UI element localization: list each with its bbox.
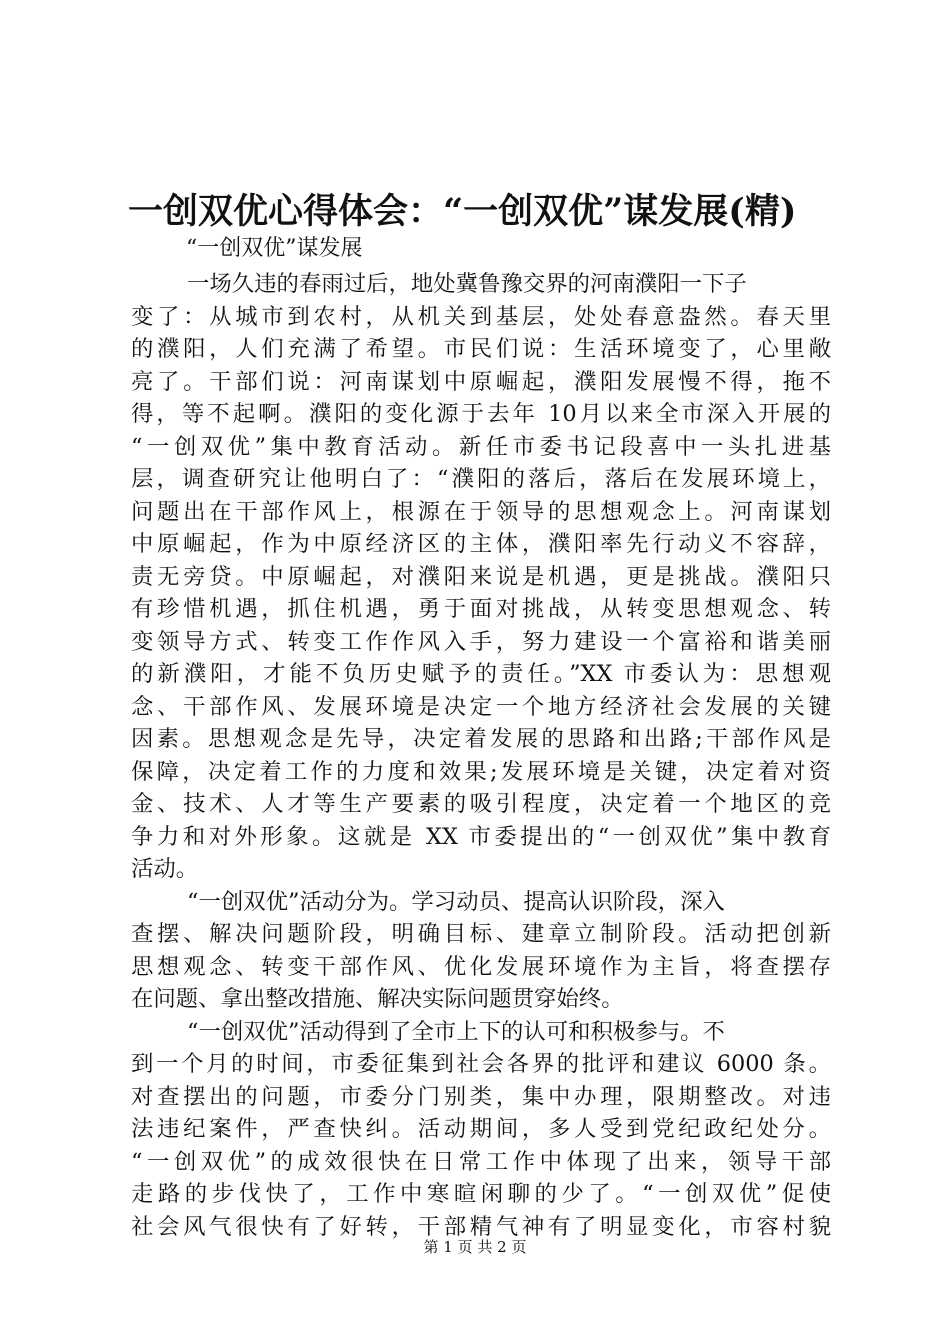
body-line: “一创双优”集中教育活动。新任市委书记段喜中一头扎进基	[131, 433, 831, 460]
body-line: “一创双优”活动得到了全市上下的认可和积极参与。不	[187, 1018, 725, 1045]
body-line: 得，等不起啊。濮阳的变化源于去年 10月以来全市深入开展的	[131, 401, 831, 427]
body-line: 变领导方式、转变工作作风入手，努力建设一个富裕和谐美丽	[131, 628, 831, 655]
body-line: 中原崛起，作为中原经济区的主体，濮阳率先行动义不容辞，	[131, 531, 831, 557]
body-line: 责无旁贷。中原崛起，对濮阳来说是机遇，更是挑战。濮阳只	[131, 563, 831, 590]
body-line: 到一个月的时间，市委征集到社会各界的批评和建议 6000 条。	[131, 1051, 831, 1077]
body-line: 念、干部作风、发展环境是决定一个地方经济社会发展的关键	[131, 693, 831, 720]
body-line: 层，调查研究让他明白了：“濮阳的落后，落后在发展环境上，	[131, 466, 831, 492]
body-line: 在问题、拿出整改措施、解决实际问题贯穿始终。	[131, 986, 624, 1012]
document-body	[131, 268, 831, 1243]
body-line: 有珍惜机遇，抓住机遇，勇于面对挑战，从转变思想观念、转	[131, 596, 831, 622]
body-line: 活动。	[131, 856, 199, 882]
body-line: 亮了。干部们说：河南谋划中原崛起，濮阳发展慢不得，拖不	[131, 368, 831, 395]
body-line: 保障，决定着工作的力度和效果;发展环境是关键，决定着对资	[131, 758, 831, 785]
body-line: 查摆、解决问题阶段，明确目标、建章立制阶段。活动把创新	[131, 921, 831, 947]
body-line: 变了：从城市到农村，从机关到基层，处处春意盎然。春天里	[131, 303, 831, 330]
page-footer: 第 1 页 共 2 页	[423, 1238, 527, 1256]
body-line: 法违纪案件，严查快纠。活动期间，多人受到党纪政纪处分。	[131, 1116, 831, 1142]
body-line: 的濮阳，人们充满了希望。市民们说：生活环境变了，心里敞	[131, 336, 831, 362]
body-line: 思想观念、转变干部作风、优化发展环境作为主旨，将查摆存	[131, 953, 831, 980]
body-line: 对查摆出的问题，市委分门别类，集中办理，限期整改。对违	[131, 1083, 831, 1110]
body-line: 社会风气很快有了好转，干部精气神有了明显变化，市容村貌	[131, 1213, 831, 1240]
body-line: 问题出在干部作风上，根源在于领导的思想观念上。河南谋划	[131, 498, 831, 525]
body-line: “一创双优”活动分为。学习动员、提高认识阶段，深入	[187, 888, 725, 915]
body-line: 因素。思想观念是先导，决定着发展的思路和出路;干部作风是	[131, 726, 831, 752]
document-title: 一创双优心得体会：“一创双优”谋发展(精)	[128, 191, 797, 232]
body-line: 一场久违的春雨过后，地处冀鲁豫交界的河南濮阳一下子	[187, 271, 747, 297]
body-line: 争力和对外形象。这就是 XX 市委提出的“一创双优”集中教育	[131, 823, 831, 850]
body-line: 金、技术、人才等生产要素的吸引程度，决定着一个地区的竞	[131, 791, 831, 817]
body-line: 的新濮阳，才能不负历史赋予的责任。”XX 市委认为：思想观	[131, 661, 831, 687]
document-subtitle: “一创双优”谋发展	[186, 236, 363, 261]
body-line: “一创双优”的成效很快在日常工作中体现了出来，领导干部	[131, 1148, 831, 1175]
body-line: 走路的步伐快了，工作中寒暄闲聊的少了。“一创双优”促使	[131, 1181, 831, 1207]
